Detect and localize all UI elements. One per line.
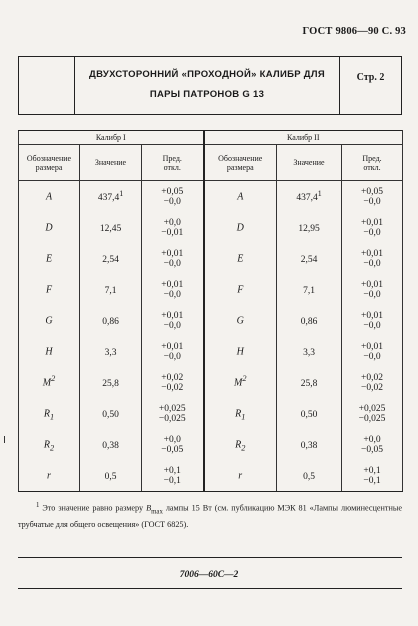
value-cell-2: 12,95 <box>277 212 342 243</box>
title-box <box>18 56 402 115</box>
tolerance-cell-2: +0,01 −0,0 <box>342 305 403 336</box>
column-header-value-1: Значение <box>80 145 142 181</box>
caption-gauge-2: Калибр II <box>204 131 403 145</box>
table-row <box>19 181 403 213</box>
tolerance-cell-2: +0,025 −0,025 <box>342 398 403 429</box>
designation-cell-2: E <box>204 243 277 274</box>
column-header-value-2: Значение <box>277 145 342 181</box>
designation-cell-1: D <box>19 212 80 243</box>
value-cell-2: 25,8 <box>277 367 342 398</box>
title-line-2: ПАРЫ ПАТРОНОВ G 13 <box>149 89 265 100</box>
tolerance-cell-2: +0,05 −0,0 <box>342 181 403 213</box>
column-header-designation-1: Обозначение размера <box>19 145 80 181</box>
value-cell-1: 3,3 <box>80 336 142 367</box>
table-row <box>19 274 403 305</box>
table-row <box>19 460 403 492</box>
value-cell-1: 2,54 <box>80 243 142 274</box>
tolerance-cell-1: +0,01 −0,0 <box>142 274 204 305</box>
page-label: Стр. 2 <box>339 57 401 114</box>
value-cell-1: 0,38 <box>80 429 142 460</box>
footnote-b-subscript: max <box>151 508 163 516</box>
footnote-mark: 1 <box>36 502 40 509</box>
designation-cell-1: F <box>19 274 80 305</box>
designation-cell-1: E <box>19 243 80 274</box>
designation-cell-1: $R_1$ <box>19 398 80 429</box>
tolerance-cell-1: +0,02 −0,02 <box>142 367 204 398</box>
value-cell-1: 25,8 <box>80 367 142 398</box>
footnote <box>18 499 402 531</box>
designation-cell-2: F <box>204 274 277 305</box>
value-cell-1: 437,4$^1$ <box>80 181 142 213</box>
footer-code: 7006—60С—2 <box>179 570 239 580</box>
tolerance-cell-1: +0,01 −0,0 <box>142 243 204 274</box>
table-row <box>19 243 403 274</box>
tolerance-cell-2: +0,1 −0,1 <box>342 460 403 492</box>
table-row <box>19 367 403 398</box>
value-cell-2: 437,4$^1$ <box>277 181 342 213</box>
tolerance-cell-1: +0,01 −0,0 <box>142 305 204 336</box>
designation-cell-1: $R_2$ <box>19 429 80 460</box>
table-row <box>19 398 403 429</box>
value-cell-2: 0,50 <box>277 398 342 429</box>
designation-cell-2: G <box>204 305 277 336</box>
tolerance-cell-2: +0,01 −0,0 <box>342 212 403 243</box>
tolerance-cell-2: +0,01 −0,0 <box>342 243 403 274</box>
table-row <box>19 212 403 243</box>
tolerance-cell-2: +0,01 −0,0 <box>342 274 403 305</box>
designation-cell-1: A <box>19 181 80 213</box>
gauge-dimensions-table <box>18 130 403 492</box>
page-header: ГОСТ 9806—90 С. 93 <box>302 26 406 37</box>
tolerance-cell-2: +0,0 −0,05 <box>342 429 403 460</box>
table-row <box>19 336 403 367</box>
footnote-text-b: лампы 15 Вт (см. публикацию МЭК 81 «Лампы люминесцентные трубчатые для общего освещения» (ГОСТ 6825). <box>18 503 402 530</box>
column-header-tolerance-1: Пред. откл. <box>142 145 204 181</box>
value-cell-2: 0,38 <box>277 429 342 460</box>
value-cell-1: 0,5 <box>80 460 142 492</box>
value-cell-2: 7,1 <box>277 274 342 305</box>
caption-gauge-1: Калибр I <box>19 131 204 145</box>
tolerance-cell-1: +0,0 −0,05 <box>142 429 204 460</box>
designation-cell-2: $M^2$ <box>204 367 277 398</box>
designation-cell-2: H <box>204 336 277 367</box>
title-line-1: ДВУХСТОРОННИЙ «ПРОХОДНОЙ» КАЛИБР ДЛЯ <box>89 69 325 80</box>
footnote-b-symbol: B <box>146 503 152 513</box>
table-body <box>19 181 403 492</box>
value-cell-2: 2,54 <box>277 243 342 274</box>
designation-cell-2: A <box>204 181 277 213</box>
tolerance-cell-1: +0,025 −0,025 <box>142 398 204 429</box>
footnote-text-a: Это значение равно размеру <box>42 503 147 513</box>
designation-cell-2: D <box>204 212 277 243</box>
footer-bottom-rule <box>18 588 402 589</box>
value-cell-2: 0,86 <box>277 305 342 336</box>
tolerance-cell-1: +0,05 −0,0 <box>142 181 204 213</box>
value-cell-1: 12,45 <box>80 212 142 243</box>
tolerance-cell-2: +0,01 −0,0 <box>342 336 403 367</box>
column-header-tolerance-2: Пред. откл. <box>342 145 403 181</box>
title-left-cell <box>19 57 75 114</box>
designation-cell-2: r <box>204 460 277 492</box>
table-row <box>19 305 403 336</box>
tolerance-cell-1: +0,1 −0,1 <box>142 460 204 492</box>
value-cell-2: 0,5 <box>277 460 342 492</box>
value-cell-1: 0,50 <box>80 398 142 429</box>
value-cell-1: 7,1 <box>80 274 142 305</box>
designation-cell-2: $R_1$ <box>204 398 277 429</box>
designation-cell-1: G <box>19 305 80 336</box>
designation-cell-1: H <box>19 336 80 367</box>
designation-cell-2: $R_2$ <box>204 429 277 460</box>
value-cell-1: 0,86 <box>80 305 142 336</box>
table-row <box>19 429 403 460</box>
tolerance-cell-1: +0,01 −0,0 <box>142 336 204 367</box>
margin-mark <box>4 436 5 443</box>
designation-cell-1: r <box>19 460 80 492</box>
designation-cell-1: $M^2$ <box>19 367 80 398</box>
document-title <box>75 65 339 105</box>
value-cell-2: 3,3 <box>277 336 342 367</box>
footer-separator <box>18 557 402 558</box>
tolerance-cell-2: +0,02 −0,02 <box>342 367 403 398</box>
tolerance-cell-1: +0,0 −0,01 <box>142 212 204 243</box>
column-header-designation-2: Обозначение размера <box>204 145 277 181</box>
